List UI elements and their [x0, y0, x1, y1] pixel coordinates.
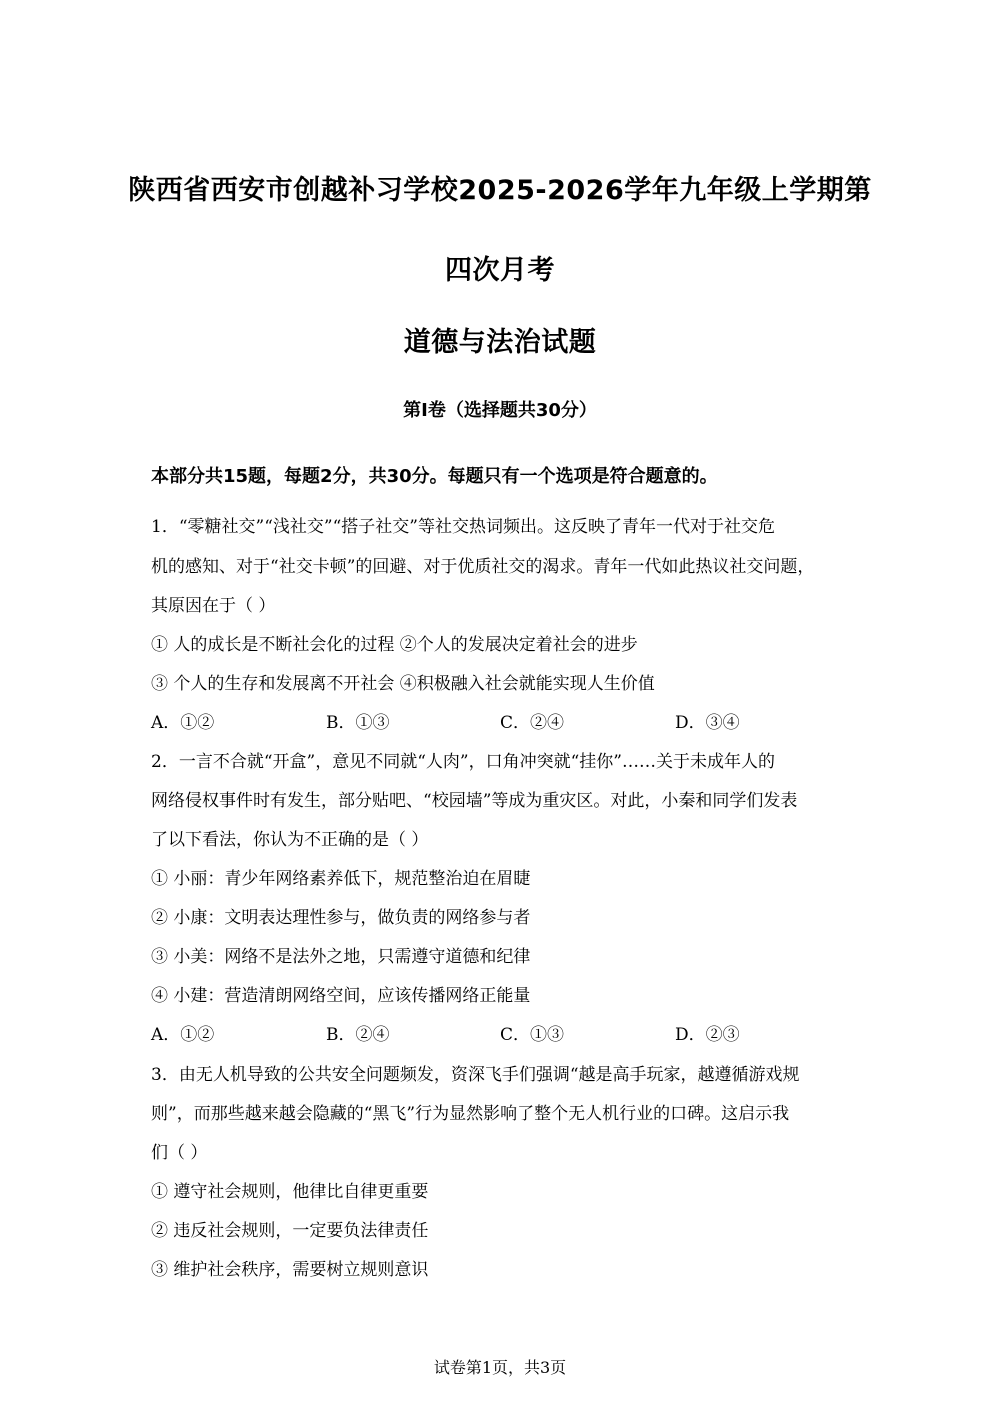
section-heading: 第Ⅰ卷（选择题共30分） — [403, 400, 597, 421]
statement-line: ① 小丽：青少年网络素养低下，规范整治迫在眉睫 — [151, 869, 531, 889]
statement-line: ② 违反社会规则，一定要负法律责任 — [151, 1221, 429, 1241]
question-stem-line: 机的感知、对于“社交卡顿”的回避、对于优质社交的渴求。青年一代如此热议社交问题， — [151, 557, 815, 577]
question-stem-line: 则”，而那些越来越会隐藏的“黑飞”行为显然影响了整个无人机行业的口碑。这启示我 — [151, 1104, 790, 1124]
question-stem-line: 其原因在于（ ） — [151, 596, 276, 616]
question-stem-line: 3．由无人机导致的公共安全问题频发，资深飞手们强调“越是高手玩家，越遵循游戏规 — [151, 1065, 800, 1085]
statement-line: ③ 维护社会秩序，需要树立规则意识 — [151, 1260, 429, 1280]
page-footer: 试卷第1页，共3页 — [433, 1358, 567, 1377]
question-stem-line: 了以下看法，你认为不正确的是（ ） — [151, 830, 429, 850]
section-instructions: 本部分共15题，每题2分，共30分。每题只有一个选项是符合题意的。 — [151, 466, 718, 487]
statement-line: ③ 小美：网络不是法外之地，只需遵守道德和纪律 — [151, 947, 531, 967]
option-b[interactable]: B．②④ — [326, 1025, 390, 1045]
statement-line: ① 遵守社会规则，他律比自律更重要 — [151, 1182, 429, 1202]
exam-title-line-2: 四次月考 — [445, 255, 555, 286]
question-stem-line: 2．一言不合就“开盒”，意见不同就“人肉”，口角冲突就“挂你”……关于未成年人的 — [151, 752, 775, 772]
exam-title-line-1: 陕西省西安市创越补习学校2025-2026学年九年级上学期第 — [128, 175, 872, 206]
statement-line: ① 人的成长是不断社会化的过程 ②个人的发展决定着社会的进步 — [151, 635, 638, 655]
option-a[interactable]: A．①② — [151, 713, 215, 733]
statement-line: ④ 小建：营造清朗网络空间，应该传播网络正能量 — [151, 986, 531, 1006]
statement-line: ② 小康：文明表达理性参与，做负责的网络参与者 — [151, 908, 531, 928]
option-c[interactable]: C．①③ — [500, 1025, 565, 1045]
option-d[interactable]: D．③④ — [675, 713, 740, 733]
option-d[interactable]: D．②③ — [675, 1025, 740, 1045]
option-b[interactable]: B．①③ — [326, 713, 390, 733]
statement-line: ③ 个人的生存和发展离不开社会 ④积极融入社会就能实现人生价值 — [151, 674, 655, 694]
question-stem-line: 网络侵权事件时有发生，部分贴吧、“校园墙”等成为重灾区。对此，小秦和同学们发表 — [151, 791, 798, 811]
question-stem-line: 1．“零糖社交”“浅社交”“搭子社交”等社交热词频出。这反映了青年一代对于社交危 — [151, 517, 775, 537]
option-c[interactable]: C．②④ — [500, 713, 565, 733]
subject-title: 道德与法治试题 — [403, 327, 597, 358]
option-a[interactable]: A．①② — [151, 1025, 215, 1045]
question-stem-line: 们（ ） — [151, 1143, 208, 1163]
